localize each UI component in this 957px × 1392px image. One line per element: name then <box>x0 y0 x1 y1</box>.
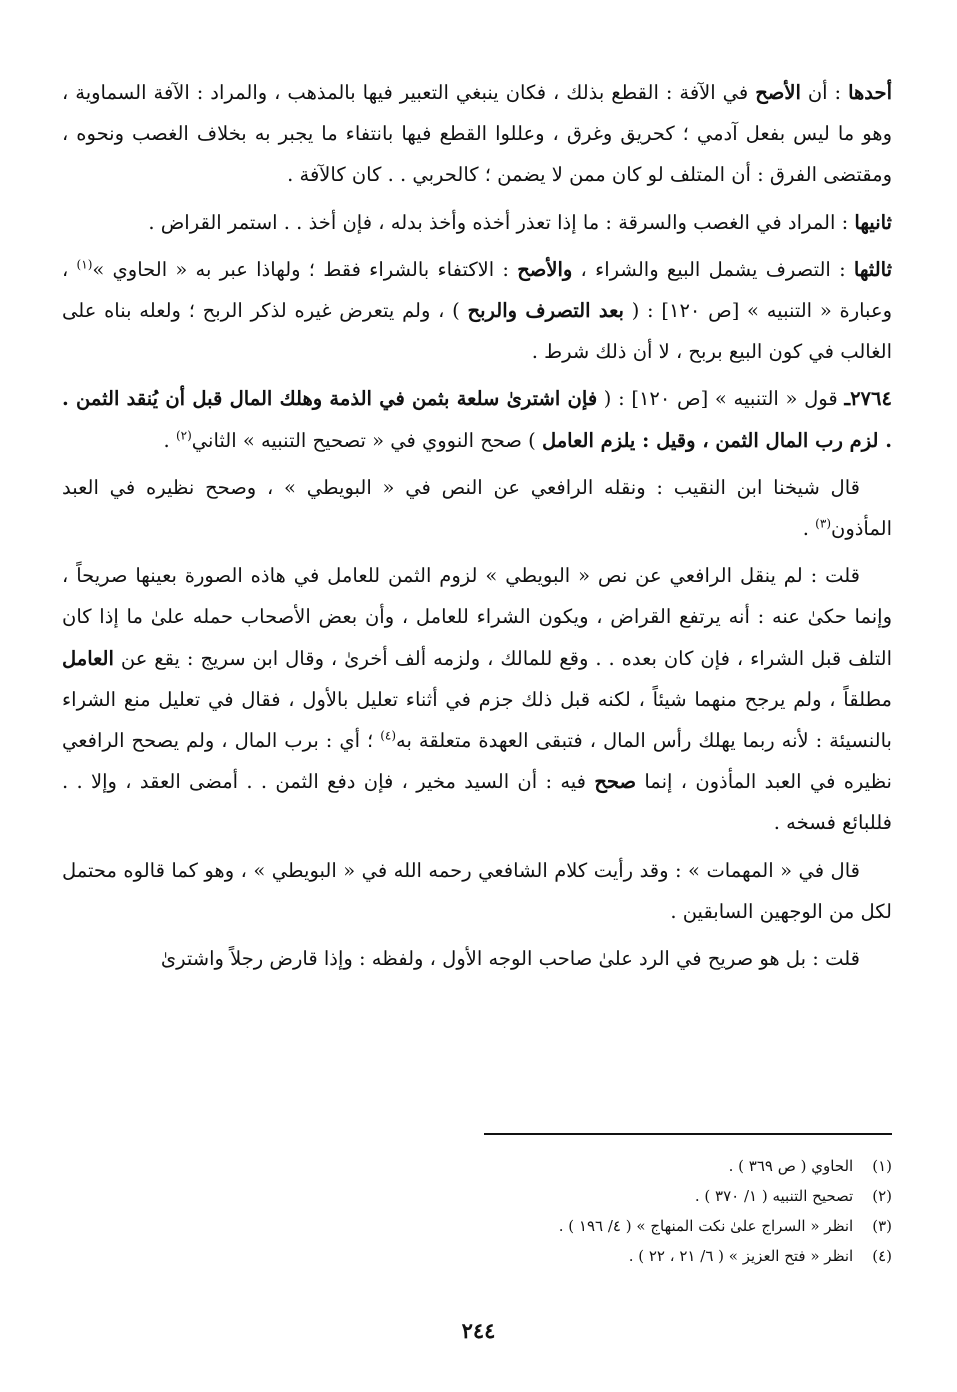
text-run: : التصرف يشمل البيع والشراء ، <box>572 257 854 281</box>
footnote-ref: (١) <box>76 257 93 272</box>
text-run: ، وعبارة « التنبيه » [ص ١٢٠] : ( <box>62 257 892 323</box>
text-run: : الاكتفاء بالشراء فقط ؛ ولهاذا عبر به « الحاوي » <box>92 257 518 281</box>
page-number: ٢٤٤ <box>461 1318 496 1343</box>
text-run: قال في « المهمات » : وقد رأيت كلام الشافعي رحمه الله في « البويطي » ، وهو كما قالوه محتمل لكل من الوجهين السابقين . <box>62 858 892 923</box>
footnote-text: الحاوي ( ص ٣٦٩ ) . <box>728 1157 854 1175</box>
footnote-text: تصحيح التنبيه ( ١/ ٣٧٠ ) . <box>694 1187 854 1205</box>
main-text <box>62 72 892 985</box>
bold-text: ثالثها <box>853 257 892 281</box>
text-run: مطلقاً ، ولم يرجح منهما شيئاً ، لكنه قبل ذلك جزم في أثناء تعليل بالأول ، فقال في تعليل منع الشراء بالنسيئة : لأنه ربما يهلك رأس المال ، فتبقى العهدة متعلقة به <box>62 687 892 753</box>
paragraph <box>62 555 892 843</box>
paragraph <box>62 249 892 373</box>
bold-text: بعد التصرف والربح <box>467 299 624 323</box>
text-run: : أن <box>800 81 849 104</box>
footnote-text: انظر « السراج علىٰ نكت المنهاج » ( ٤/ ١٩٦ ) . <box>558 1217 854 1235</box>
bold-text: فإن اشترىٰ سلعة بثمن في الذمة وهلك المال قبل أن يُنقد الثمن . . لزم رب المال الثمن ، وقيل : يلزم العامل <box>62 387 892 452</box>
footnote-separator <box>484 1133 892 1135</box>
text-run: ) صحح النووي في « تصحيح التنبيه » الثاني <box>191 428 542 452</box>
bold-text: الأصح <box>755 81 801 104</box>
footnote-ref: (٤) <box>380 728 397 743</box>
bold-text: والأصح <box>517 257 573 281</box>
paragraph <box>62 72 892 196</box>
text-run: قال شيخنا ابن النقيب : ونقله الرافعي عن النص في « البويطي » ، وصحح نظيره في العبد المأذون <box>62 475 892 541</box>
text-run: قلت : لم ينقل الرافعي عن نص « البويطي » لزوم الثمن للعامل في هاذه الصورة بعينها صريحاً ، وإنما حكىٰ عنه : أنه يرتفع القراض ، ويكون الشراء للعامل ، وأن بعض الأصحاب حمله علىٰ ما إذا كان التلف قبل الشراء ، فإن كان بعده . . وقع للمالك ، ولزمه ألف أخرىٰ ، وقال ابن سريج : يقع عن <box>62 564 892 670</box>
paragraph <box>62 467 892 549</box>
footnote-ref: (٢) <box>175 428 192 443</box>
text-run: في الآفة : القطع بذلك ، فكان ينبغي التعبير فيها بالمذهب ، والمراد : الآفة السماوية ، وهو ما ليس بفعل آدمي ؛ كحريق وغرق ، وعللوا القطع فيها بانتفاء ما يجبر به بخلاف الغصب ونحوه ، ومقتضى الفرق : أن المتلف لو كان ممن لا يضمن ؛ كالحربي . . كان كالآفة . <box>62 81 892 187</box>
footnote-number: (١) <box>872 1157 892 1175</box>
text-run: ) ، ولم يتعرض غيره لذكر الربح ؛ ولعله بناه على الغالب في كون البيع بربح ، لا أن ذلك شرط . <box>62 299 892 364</box>
text-run: ؛ أي : برب المال ، ولم يصحح الرافعي نظيره في العبد المأذون ، إنما <box>62 729 892 794</box>
bold-text: العامل <box>62 646 114 670</box>
footnote-ref: (٣) <box>815 516 831 531</box>
text-run: : المراد في الغصب والسرقة : ما إذا تعذر أخذه وأخذ بدله ، فإن أخذ . . استمر القراض . <box>148 210 855 234</box>
footnote <box>62 1181 892 1211</box>
text-run: . <box>802 517 816 541</box>
paragraph <box>62 378 892 460</box>
footnote-number: (٣) <box>872 1217 892 1235</box>
bold-text: صحح <box>594 770 637 794</box>
bold-text: أحدها <box>848 81 893 104</box>
bold-text: ثانيها <box>854 210 892 234</box>
footnote-text: انظر « فتح العزيز » ( ٦/ ٢١ ، ٢٢ ) . <box>628 1247 854 1265</box>
footnotes <box>62 1151 892 1271</box>
footnote-number: (٢) <box>872 1187 892 1205</box>
text-run: . <box>163 428 176 452</box>
footnote <box>62 1151 892 1181</box>
paragraph <box>62 202 892 243</box>
footnote <box>62 1241 892 1271</box>
paragraph <box>62 850 892 932</box>
text-run: فيه : أن السيد مخير ، فإن دفع الثمن . . أمضى العقد ، وإلا . . فللبائع فسخه . <box>62 770 892 835</box>
paragraph <box>62 938 892 979</box>
bold-text: ٢٧٦٤ـ <box>844 387 892 411</box>
footnote-number: (٤) <box>872 1247 892 1265</box>
text-run: قول « التنبيه » [ص ١٢٠] : ( <box>597 387 845 411</box>
footnote <box>62 1211 892 1241</box>
text-run: قلت : بل هو صريح في الرد علىٰ صاحب الوجه الأول ، ولفظه : وإذا قارض رجلاً واشترىٰ <box>160 947 860 971</box>
